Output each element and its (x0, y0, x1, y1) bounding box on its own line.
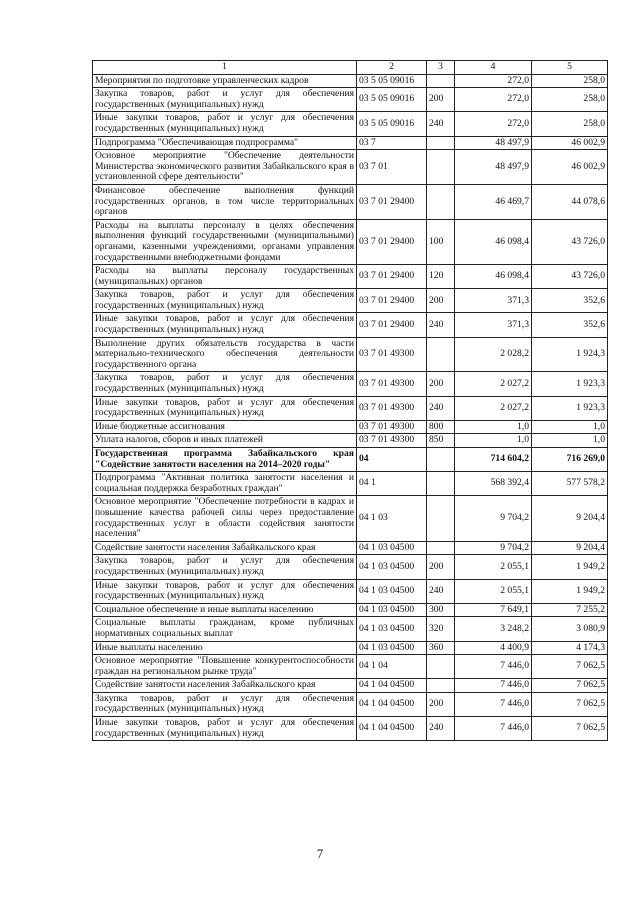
row-name-cell: Закупка товаров, работ и услуг для обеспечения государственных (муниципальных) нужд (93, 372, 357, 396)
table-row (93, 579, 608, 603)
table-body (93, 74, 608, 741)
row-value-2-cell: 9 204,4 (532, 496, 608, 541)
row-name-cell: Иные выплаты населению (93, 641, 357, 655)
row-value-2-cell: 7 062,5 (532, 655, 608, 679)
row-type-cell (427, 136, 455, 150)
row-type-cell (427, 655, 455, 679)
table-row (93, 655, 608, 679)
row-value-2-cell: 258,0 (532, 74, 608, 88)
row-code-cell: 04 1 04 04500 (357, 679, 427, 693)
row-type-cell: 240 (427, 579, 455, 603)
row-value-1-cell: 7 446,0 (455, 655, 532, 679)
row-value-2-cell: 3 080,9 (532, 617, 608, 641)
row-value-2-cell: 44 078,6 (532, 184, 608, 219)
row-value-1-cell: 9 704,2 (455, 541, 532, 555)
row-code-cell: 03 7 01 49300 (357, 337, 427, 372)
row-name-cell: Закупка товаров, работ и услуг для обеспечения государственных (муниципальных) нужд (93, 289, 357, 313)
table-row (93, 641, 608, 655)
table-row (93, 434, 608, 448)
row-value-1-cell: 1,0 (455, 420, 532, 434)
row-name-cell: Иные закупки товаров, работ и услуг для обеспечения государственных (муниципальных) нужд (93, 396, 357, 420)
row-value-1-cell: 7 446,0 (455, 692, 532, 716)
table-row (93, 420, 608, 434)
row-code-cell: 04 1 03 04500 (357, 603, 427, 617)
table-row (93, 289, 608, 313)
table-row (93, 717, 608, 741)
row-value-1-cell: 371,3 (455, 313, 532, 337)
row-value-2-cell: 1,0 (532, 420, 608, 434)
row-name-cell: Иные закупки товаров, работ и услуг для обеспечения государственных (муниципальных) нужд (93, 313, 357, 337)
row-value-1-cell: 2 055,1 (455, 555, 532, 579)
table-row (93, 74, 608, 88)
row-name-cell: Иные бюджетные ассигнования (93, 420, 357, 434)
row-value-1-cell: 48 497,9 (455, 150, 532, 185)
row-value-2-cell: 1 923,3 (532, 372, 608, 396)
row-code-cell: 03 7 01 29400 (357, 289, 427, 313)
row-code-cell: 03 5 05 09016 (357, 112, 427, 136)
row-value-2-cell: 1 949,2 (532, 579, 608, 603)
row-type-cell (427, 448, 455, 472)
row-name-cell: Подпрограмма "Активная политика занятости населения и социальная поддержка безработных граждан" (93, 472, 357, 496)
row-code-cell: 03 5 05 09016 (357, 88, 427, 112)
row-type-cell: 200 (427, 88, 455, 112)
row-value-1-cell: 2 028,2 (455, 337, 532, 372)
header-col-3: 3 (427, 61, 455, 75)
row-name-cell: Закупка товаров, работ и услуг для обеспечения государственных (муниципальных) нужд (93, 555, 357, 579)
row-code-cell: 03 7 01 49300 (357, 396, 427, 420)
row-value-1-cell: 1,0 (455, 434, 532, 448)
row-value-1-cell: 46 469,7 (455, 184, 532, 219)
row-code-cell: 04 1 03 04500 (357, 541, 427, 555)
row-value-2-cell: 4 174,3 (532, 641, 608, 655)
row-value-1-cell: 371,3 (455, 289, 532, 313)
row-value-1-cell: 2 055,1 (455, 579, 532, 603)
table-row (93, 136, 608, 150)
row-value-1-cell: 714 604,2 (455, 448, 532, 472)
table-row (93, 88, 608, 112)
row-code-cell: 04 1 04 (357, 655, 427, 679)
row-value-1-cell: 272,0 (455, 112, 532, 136)
row-code-cell: 04 1 (357, 472, 427, 496)
table-row (93, 541, 608, 555)
row-value-1-cell: 272,0 (455, 74, 532, 88)
row-type-cell: 240 (427, 313, 455, 337)
row-type-cell: 120 (427, 265, 455, 289)
row-type-cell: 200 (427, 555, 455, 579)
row-type-cell (427, 679, 455, 693)
row-name-cell: Иные закупки товаров, работ и услуг для обеспечения государственных (муниципальных) нужд (93, 717, 357, 741)
row-code-cell: 03 7 01 49300 (357, 420, 427, 434)
row-code-cell: 04 1 04 04500 (357, 717, 427, 741)
row-type-cell: 300 (427, 603, 455, 617)
row-value-1-cell: 4 400,9 (455, 641, 532, 655)
row-type-cell: 240 (427, 717, 455, 741)
table-row (93, 184, 608, 219)
row-name-cell: Закупка товаров, работ и услуг для обеспечения государственных (муниципальных) нужд (93, 692, 357, 716)
row-value-2-cell: 46 002,9 (532, 150, 608, 185)
row-code-cell: 03 7 01 29400 (357, 265, 427, 289)
row-name-cell: Социальное обеспечение и иные выплаты населению (93, 603, 357, 617)
row-value-2-cell: 43 726,0 (532, 219, 608, 264)
row-value-2-cell: 7 062,5 (532, 692, 608, 716)
row-type-cell (427, 496, 455, 541)
table-row (93, 692, 608, 716)
row-name-cell: Расходы на выплаты персоналу в целях обеспечения выполнения функций государственными (муниципальными) органами, казенными учреждениями, органами управления государственными внебюджетными фондами (93, 219, 357, 264)
row-type-cell: 100 (427, 219, 455, 264)
row-value-2-cell: 46 002,9 (532, 136, 608, 150)
row-value-2-cell: 7 062,5 (532, 679, 608, 693)
row-name-cell: Социальные выплаты гражданам, кроме публичных нормативных социальных выплат (93, 617, 357, 641)
row-code-cell: 03 5 05 09016 (357, 74, 427, 88)
row-value-2-cell: 716 269,0 (532, 448, 608, 472)
row-type-cell: 200 (427, 289, 455, 313)
row-value-2-cell: 7 062,5 (532, 717, 608, 741)
row-type-cell (427, 150, 455, 185)
row-name-cell: Мероприятия по подготовке управленческих кадров (93, 74, 357, 88)
table-row (93, 472, 608, 496)
table-row (93, 496, 608, 541)
row-value-1-cell: 2 027,2 (455, 396, 532, 420)
row-value-2-cell: 1 923,3 (532, 396, 608, 420)
row-name-cell: Иные закупки товаров, работ и услуг для обеспечения государственных (муниципальных) нужд (93, 112, 357, 136)
row-type-cell: 200 (427, 372, 455, 396)
row-type-cell (427, 184, 455, 219)
row-value-2-cell: 1,0 (532, 434, 608, 448)
table-row (93, 313, 608, 337)
row-value-1-cell: 48 497,9 (455, 136, 532, 150)
table-row (93, 112, 608, 136)
row-name-cell: Основное мероприятие "Повышение конкурентоспособности граждан на региональном рынке труда" (93, 655, 357, 679)
row-name-cell: Иные закупки товаров, работ и услуг для обеспечения государственных (муниципальных) нужд (93, 579, 357, 603)
row-value-1-cell: 2 027,2 (455, 372, 532, 396)
row-code-cell: 04 1 03 04500 (357, 579, 427, 603)
row-name-cell: Государственная программа Забайкальского края "Содействие занятости населения на 2014–2020 годы" (93, 448, 357, 472)
table-row (93, 372, 608, 396)
table-row (93, 679, 608, 693)
row-type-cell (427, 337, 455, 372)
row-type-cell: 240 (427, 396, 455, 420)
row-code-cell: 04 1 03 04500 (357, 641, 427, 655)
row-value-1-cell: 568 392,4 (455, 472, 532, 496)
row-name-cell: Содействие занятости населения Забайкальского края (93, 679, 357, 693)
row-name-cell: Основное мероприятие "Обеспечение деятельности Министерства экономического развития Забайкальского края в установленной сфере деятельности" (93, 150, 357, 185)
row-name-cell: Закупка товаров, работ и услуг для обеспечения государственных (муниципальных) нужд (93, 88, 357, 112)
row-code-cell: 04 (357, 448, 427, 472)
row-value-2-cell: 7 255,2 (532, 603, 608, 617)
row-type-cell (427, 472, 455, 496)
table-row (93, 603, 608, 617)
table-row (93, 396, 608, 420)
row-value-2-cell: 258,0 (532, 112, 608, 136)
row-value-2-cell: 352,6 (532, 313, 608, 337)
row-name-cell: Выполнение других обязательств государства в части материально-технического обеспечения деятельности государственного органа (93, 337, 357, 372)
row-name-cell: Основное мероприятие "Обеспечение потребности в кадрах и повышение качества рабочей силы через предоставление государственных услуг в области содействия занятости населения" (93, 496, 357, 541)
row-value-2-cell: 258,0 (532, 88, 608, 112)
row-type-cell: 360 (427, 641, 455, 655)
table-header-row (93, 61, 608, 75)
row-value-2-cell: 1 949,2 (532, 555, 608, 579)
row-value-1-cell: 7 446,0 (455, 717, 532, 741)
row-code-cell: 03 7 01 (357, 150, 427, 185)
row-code-cell: 03 7 01 49300 (357, 434, 427, 448)
row-value-1-cell: 46 098,4 (455, 265, 532, 289)
row-code-cell: 03 7 01 29400 (357, 313, 427, 337)
budget-table (92, 60, 608, 741)
row-name-cell: Подпрограмма "Обеспечивающая подпрограмма" (93, 136, 357, 150)
row-name-cell: Содействие занятости населения Забайкальского края (93, 541, 357, 555)
table-row (93, 219, 608, 264)
row-code-cell: 04 1 03 04500 (357, 617, 427, 641)
row-type-cell: 320 (427, 617, 455, 641)
row-code-cell: 04 1 04 04500 (357, 692, 427, 716)
row-value-1-cell: 46 098,4 (455, 219, 532, 264)
row-value-2-cell: 577 578,2 (532, 472, 608, 496)
table-row (93, 150, 608, 185)
row-code-cell: 03 7 01 29400 (357, 184, 427, 219)
row-value-1-cell: 7 649,1 (455, 603, 532, 617)
row-type-cell: 240 (427, 112, 455, 136)
table-row (93, 265, 608, 289)
row-type-cell: 200 (427, 692, 455, 716)
table-row (93, 617, 608, 641)
row-type-cell (427, 74, 455, 88)
row-value-2-cell: 1 924,3 (532, 337, 608, 372)
row-name-cell: Уплата налогов, сборов и иных платежей (93, 434, 357, 448)
row-value-2-cell: 9 204,4 (532, 541, 608, 555)
row-value-1-cell: 7 446,0 (455, 679, 532, 693)
header-col-4: 4 (455, 61, 532, 75)
row-value-1-cell: 9 704,2 (455, 496, 532, 541)
row-name-cell: Финансовое обеспечение выполнения функций государственных органов, в том числе территориальных органов (93, 184, 357, 219)
row-name-cell: Расходы на выплаты персоналу государственных (муниципальных) органов (93, 265, 357, 289)
row-code-cell: 03 7 01 29400 (357, 219, 427, 264)
page-number: 7 (316, 846, 324, 861)
row-type-cell: 800 (427, 420, 455, 434)
row-value-2-cell: 352,6 (532, 289, 608, 313)
row-type-cell: 850 (427, 434, 455, 448)
row-code-cell: 03 7 (357, 136, 427, 150)
header-col-2: 2 (357, 61, 427, 75)
row-value-1-cell: 3 248,2 (455, 617, 532, 641)
header-col-5: 5 (532, 61, 608, 75)
row-code-cell: 03 7 01 49300 (357, 372, 427, 396)
table-row (93, 555, 608, 579)
header-col-1: 1 (93, 61, 357, 75)
table-row (93, 337, 608, 372)
row-code-cell: 04 1 03 (357, 496, 427, 541)
row-code-cell: 04 1 03 04500 (357, 555, 427, 579)
row-type-cell (427, 541, 455, 555)
row-value-2-cell: 43 726,0 (532, 265, 608, 289)
row-value-1-cell: 272,0 (455, 88, 532, 112)
table-row (93, 448, 608, 472)
